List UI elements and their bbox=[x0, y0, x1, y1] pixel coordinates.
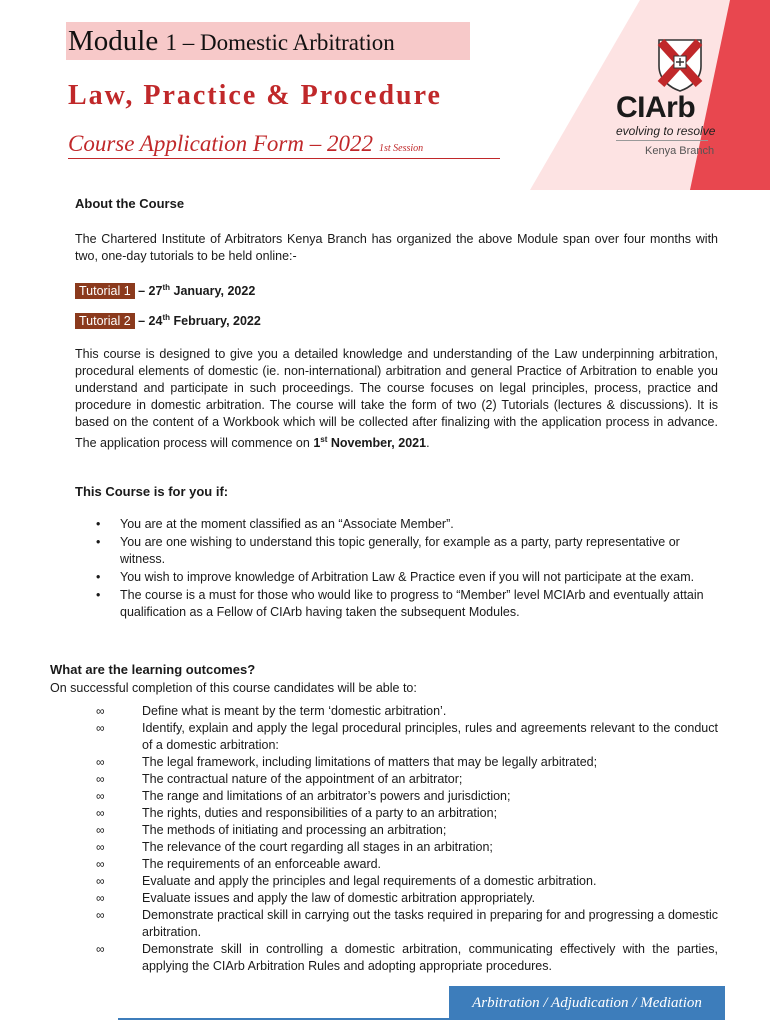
logo-divider bbox=[616, 140, 708, 141]
footer-rule bbox=[118, 1018, 449, 1020]
for-you-list bbox=[96, 516, 718, 622]
list-item: ∞ The requirements of an enforceable award. bbox=[96, 857, 382, 871]
list-item: ∞ Evaluate and apply the principles and legal requirements of a domestic arbitration. bbox=[96, 874, 597, 888]
list-item: ∞ The contractual nature of the appointment of an arbitrator; bbox=[96, 772, 463, 786]
tutorial-2: Tutorial 2 – 24th February, 2022 bbox=[75, 313, 261, 328]
list-item: ∞ The rights, duties and responsibilities of a party to an arbitration; bbox=[96, 806, 498, 820]
list-item: ∞ The legal framework, including limitations of matters that may be legally arbitrated; bbox=[96, 755, 598, 769]
session-label: 1st Session bbox=[378, 143, 424, 154]
list-item: • You wish to improve knowledge of Arbitration Law & Practice even if you will not participate at the exam. bbox=[96, 570, 695, 584]
footer-band: Arbitration / Adjudication / Mediation bbox=[449, 986, 725, 1020]
list-item: ∞ The methods of initiating and processing an arbitration; bbox=[96, 823, 447, 837]
logo-tagline: evolving to resolve bbox=[616, 124, 716, 138]
list-item: ∞ Demonstrate skill in controlling a domestic arbitration, communicating effectively with the parties, applying the CIArb Arbitration Rules and adopting appropriate procedures. bbox=[96, 942, 718, 973]
course-description: This course is designed to give you a detailed knowledge and understanding of the Law underpinning arbitration, procedural elements of domestic (ie. non-international) arbitration and general Practice of Arbitration to enable you understand and participate in such proceedings. The course focuses on legal principles, process, practice and procedure in domestic arbitration. The course will take the form of two (2) Tutorials (lectures & discussions). It is based on the content of a Workbook which will be collected after finalizing with the application process in advance. The application process will commence on 1st November, 2021. bbox=[75, 347, 718, 451]
about-heading: About the Course bbox=[75, 196, 185, 211]
for-you-heading: This Course is for you if: bbox=[75, 484, 229, 499]
learning-outcomes-list bbox=[96, 703, 718, 975]
list-item: • You are at the moment classified as an “Associate Member”. bbox=[96, 517, 454, 531]
module-title: Module 1 – Domestic Arbitration bbox=[66, 22, 470, 60]
list-item: • The course is a must for those who would like to progress to “Member” level MCIArb and eventually attain qualification as a Fellow of CIArb having taken the subsequent Modules. bbox=[96, 588, 704, 619]
list-item: ∞ Evaluate issues and apply the law of domestic arbitration appropriately. bbox=[96, 891, 536, 905]
list-item: ∞ The range and limitations of an arbitrator’s powers and jurisdiction; bbox=[96, 789, 511, 803]
list-item: ∞ Identify, explain and apply the legal procedural principles, rules and agreements relevant to the conduct of a domestic arbitration: bbox=[96, 721, 718, 752]
list-item: ∞ Define what is meant by the term ‘domestic arbitration’. bbox=[96, 704, 447, 718]
form-title-underline bbox=[68, 158, 500, 159]
list-item: ∞ Demonstrate practical skill in carrying out the tasks required in preparing for and progressing a domestic arbitration. bbox=[96, 908, 718, 939]
tutorial-1-label: Tutorial 1 bbox=[75, 283, 135, 299]
list-item: ∞ The relevance of the court regarding all stages in an arbitration; bbox=[96, 840, 493, 854]
ciarb-crest-icon bbox=[657, 38, 703, 92]
learning-outcomes-heading: What are the learning outcomes? bbox=[50, 662, 256, 677]
about-intro: The Chartered Institute of Arbitrators Kenya Branch has organized the above Module span over four months with two, one-day tutorials to be held online:- bbox=[75, 232, 718, 263]
ciarb-logo-text: CIArb bbox=[616, 91, 696, 124]
form-title: Course Application Form – 2022 1st Session bbox=[68, 131, 423, 157]
course-subtitle: Law, Practice & Procedure bbox=[68, 80, 442, 111]
list-item: • You are one wishing to understand this topic generally, for example as a party, party representative or witness. bbox=[96, 535, 680, 566]
logo-branch: Kenya Branch bbox=[645, 145, 715, 157]
learning-intro: On successful completion of this course candidates will be able to: bbox=[50, 681, 417, 695]
tutorial-2-label: Tutorial 2 bbox=[75, 313, 135, 329]
tutorial-1: Tutorial 1 – 27th January, 2022 bbox=[75, 283, 255, 298]
